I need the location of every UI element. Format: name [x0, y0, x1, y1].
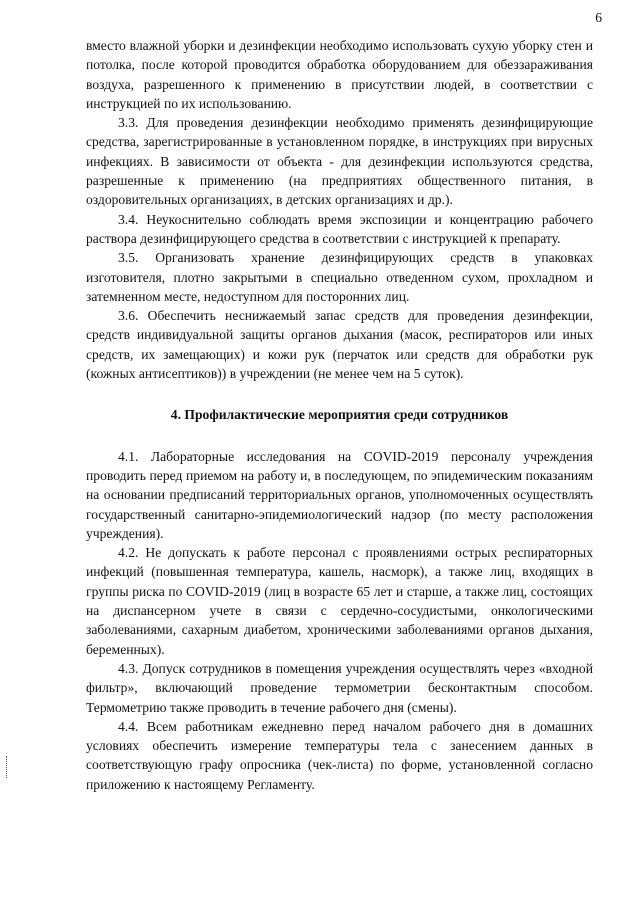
margin-mark: [6, 756, 9, 778]
section-title: 4. Профилактические мероприятия среди сотрудников: [170, 407, 509, 423]
paragraph-4-3: 4.3. Допуск сотрудников в помещения учреждения осуществлять через «входной фильтр», включающий проведение термометрии бесконтактным способом. Термометрию также проводить в течение рабочего дня (смены).: [86, 660, 593, 715]
paragraph-3-5: 3.5. Организовать хранение дезинфицирующих средств в упаковках изготовителя, плотно закрытыми в специально отведенном сухом, прохладном и затемненном месте, недоступном для посторонних лиц.: [86, 250, 593, 304]
paragraph-3-6: 3.6. Обеспечить неснижаемый запас средств для проведения дезинфекции, средств индивидуальной защиты органов дыхания (масок, респираторов или иных средств, их замещающих) и кожи рук (перчаток или средств для обработки рук (кожных антисептиков)) в учреждении (не менее чем на 5 суток).: [86, 308, 593, 382]
paragraph-4-1: 4.1. Лабораторные исследования на COVID-2019 персоналу учреждения проводить перед приемом на работу и, в последующем, по эпидемическим показаниям на основании предписаний территориальных органов, уполномоченных осуществлять государственный санитарно-эпидемиологический надзор (по месту расположения учреждения).: [86, 448, 593, 541]
page-number: 6: [595, 10, 602, 25]
paragraph-3-4: 3.4. Неукоснительно соблюдать время экспозиции и концентрацию рабочего раствора дезинфицирующего средства в соответствии с инструкцией к препарату.: [86, 211, 593, 246]
paragraph-continuation: вместо влажной уборки и дезинфекции необходимо использовать сухую уборку стен и потолка, после которой проводится обработка оборудованием для обеззараживания воздуха, разрешенного к применению в присутствии людей, в соответствии с инструкцией по их использованию.: [86, 38, 593, 111]
paragraph-3-3: 3.3. Для проведения дезинфекции необходимо применять дезинфицирующие средства, зарегистрированные в установленном порядке, в инструкциях при вирусных инфекциях. В зависимости от объекта - для дезинфекции используются средства, разрешенные к применению (на предприятиях общественного питания, в оздоровительных организациях, в детских организациях и др.).: [86, 115, 593, 208]
paragraph-4-4: 4.4. Всем работникам ежедневно перед началом рабочего дня в домашних условиях обеспечить измерение температуры тела с занесением данных в соответствующую графу опросника (чек-листа) по форме, установленной согласно приложению к настоящему Регламенту.: [86, 718, 593, 792]
paragraph-4-2: 4.2. Не допускать к работе персонал с проявлениями острых респираторных инфекций (повышенная температура, кашель, насморк), а также лиц, входящих в группы риска по COVID-2019 (лиц в возрасте 65 лет и старше, а также лиц, состоящих на диспансерном учете в связи с сердечно-сосудистыми, онкологическими заболеваниями, сахарным диабетом, хроническими заболеваниями органов дыхания, беременных).: [86, 545, 593, 657]
page-content: [86, 36, 593, 794]
